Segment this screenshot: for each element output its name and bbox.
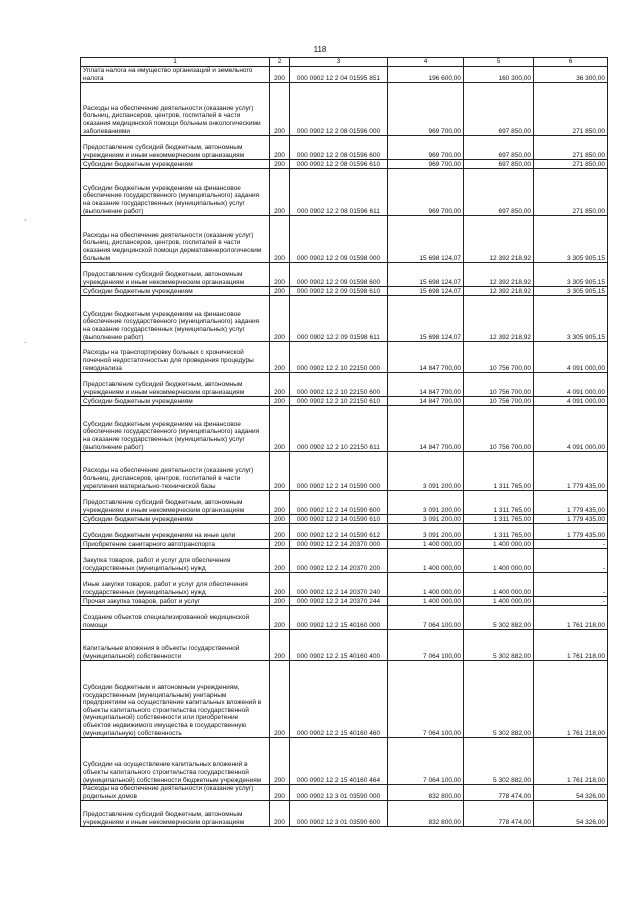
row-name: Субсидии бюджетным учреждениям <box>81 397 270 406</box>
row-executed-amount: 12 392 218,92 <box>464 287 534 296</box>
row-name: Расходы на обеспечение деятельности (оказание услуг) больниц, диспансеров, центров, госпиталей в части оказания медицинской помощи дерматовенерологическим больным <box>81 216 270 263</box>
row-admin-code: 200 <box>270 452 290 491</box>
row-executed-amount: 5 302 882,00 <box>464 738 534 785</box>
row-executed-amount: 160 300,00 <box>464 67 534 83</box>
row-executed-amount: 10 756 700,00 <box>464 373 534 397</box>
row-classification-code: 000 0902 12 2 08 01596 611 <box>290 169 388 216</box>
row-approved-amount: 3 091 200,00 <box>388 515 464 524</box>
margin-mark: , <box>24 213 27 222</box>
row-admin-code: 200 <box>270 342 290 373</box>
table-row <box>81 342 608 373</box>
row-approved-amount: 7 064 100,00 <box>388 738 464 785</box>
table-row <box>81 785 608 801</box>
row-approved-amount: 1 400 000,00 <box>388 549 464 573</box>
row-executed-amount: 5 302 882,00 <box>464 630 534 661</box>
row-executed-amount: 1 400 000,00 <box>464 540 534 549</box>
row-unexecuted-amount: 271 850,00 <box>534 169 608 216</box>
row-classification-code: 000 0902 12 2 10 22150 000 <box>290 342 388 373</box>
row-unexecuted-amount: 36 300,00 <box>534 67 608 83</box>
row-executed-amount: 778 474,00 <box>464 785 534 801</box>
row-approved-amount: 15 698 124,07 <box>388 216 464 263</box>
row-approved-amount: 832 800,00 <box>388 785 464 801</box>
table-body <box>81 67 608 827</box>
row-executed-amount: 10 756 700,00 <box>464 342 534 373</box>
row-unexecuted-amount: 271 850,00 <box>534 83 608 136</box>
row-admin-code: 200 <box>270 491 290 515</box>
column-header: 5 <box>464 58 534 67</box>
row-admin-code: 200 <box>270 67 290 83</box>
row-approved-amount: 969 700,00 <box>388 136 464 160</box>
row-admin-code: 200 <box>270 801 290 827</box>
row-approved-amount: 832 800,00 <box>388 801 464 827</box>
row-admin-code: 200 <box>270 136 290 160</box>
table-row <box>81 630 608 661</box>
row-executed-amount: 1 311 765,00 <box>464 491 534 515</box>
row-admin-code: 200 <box>270 216 290 263</box>
row-admin-code: 200 <box>270 573 290 597</box>
row-admin-code: 200 <box>270 630 290 661</box>
row-name: Создание объектов специализированной медицинской помощи <box>81 606 270 630</box>
row-executed-amount: 1 400 000,00 <box>464 549 534 573</box>
row-admin-code: 200 <box>270 160 290 169</box>
row-executed-amount: 1 311 765,00 <box>464 452 534 491</box>
row-name: Субсидии бюджетным и автономным учреждениям, государственным (муниципальным) унитарным предприятиям на осуществление капитальных вложений в объекты капитального строительства государственной (муниципальной) собственности или приобретение объектов недвижимого имущества в государственную (муниципальную) собственность <box>81 661 270 738</box>
row-classification-code: 000 0902 12 2 14 20370 244 <box>290 597 388 606</box>
row-executed-amount: 10 756 700,00 <box>464 397 534 406</box>
row-approved-amount: 7 064 100,00 <box>388 661 464 738</box>
row-executed-amount: 1 311 765,00 <box>464 524 534 540</box>
row-classification-code: 000 0902 12 2 10 22150 600 <box>290 373 388 397</box>
row-unexecuted-amount: 54 326,00 <box>534 785 608 801</box>
row-classification-code: 000 0902 12 2 15 40160 400 <box>290 630 388 661</box>
row-executed-amount: 697 850,00 <box>464 83 534 136</box>
row-unexecuted-amount: 1 761 218,00 <box>534 606 608 630</box>
row-approved-amount: 15 698 124,07 <box>388 287 464 296</box>
table-row <box>81 597 608 606</box>
row-unexecuted-amount: 1 761 218,00 <box>534 630 608 661</box>
row-classification-code: 000 0902 12 3 01 03590 600 <box>290 801 388 827</box>
row-classification-code: 000 0902 12 2 09 01598 600 <box>290 263 388 287</box>
row-admin-code: 200 <box>270 169 290 216</box>
table-row <box>81 83 608 136</box>
row-classification-code: 000 0902 12 2 15 40160 464 <box>290 738 388 785</box>
row-classification-code: 000 0902 12 2 10 22150 610 <box>290 397 388 406</box>
row-executed-amount: 1 311 765,00 <box>464 515 534 524</box>
row-unexecuted-amount: 271 850,00 <box>534 160 608 169</box>
row-executed-amount: 5 302 882,00 <box>464 606 534 630</box>
row-executed-amount: 10 756 700,00 <box>464 406 534 452</box>
row-executed-amount: 12 392 218,92 <box>464 216 534 263</box>
row-approved-amount: 7 064 100,00 <box>388 630 464 661</box>
row-admin-code: 200 <box>270 597 290 606</box>
page-number: 118 <box>313 45 327 54</box>
row-approved-amount: 1 400 000,00 <box>388 540 464 549</box>
row-unexecuted-amount: 3 305 905,15 <box>534 263 608 287</box>
row-name: Расходы на обеспечение деятельности (оказание услуг) больниц, диспансеров, центров, госпиталей в части укрепления материально-технической базы <box>81 452 270 491</box>
row-name: Предоставление субсидий бюджетным, автономным учреждениям и иным некоммерческим организациям <box>81 801 270 827</box>
column-header: 2 <box>270 58 290 67</box>
row-executed-amount: 778 474,00 <box>464 801 534 827</box>
row-approved-amount: 969 700,00 <box>388 169 464 216</box>
row-name: Предоставление субсидий бюджетным, автономным учреждениям и иным некоммерческим организациям <box>81 373 270 397</box>
row-name: Субсидии бюджетным учреждениям <box>81 515 270 524</box>
row-name: Субсидии на осуществление капитальных вложений в объекты капитального строительства государственной (муниципальной) собственности бюджетным учреждениям <box>81 738 270 785</box>
row-admin-code: 200 <box>270 263 290 287</box>
table-row <box>81 738 608 785</box>
row-name: Расходы на обеспечение деятельности (оказание услуг) родильных домов <box>81 785 270 801</box>
row-name: Предоставление субсидий бюджетным, автономным учреждениям и иным некоммерческим организациям <box>81 491 270 515</box>
row-classification-code: 000 0902 12 2 08 01596 600 <box>290 136 388 160</box>
row-unexecuted-amount: - <box>534 573 608 597</box>
row-name: Субсидии бюджетным учреждениям <box>81 287 270 296</box>
row-classification-code: 000 0902 12 2 08 01596 610 <box>290 160 388 169</box>
row-approved-amount: 15 698 124,07 <box>388 263 464 287</box>
row-unexecuted-amount: 4 091 000,00 <box>534 406 608 452</box>
row-approved-amount: 7 064 100,00 <box>388 606 464 630</box>
row-name: Субсидии бюджетным учреждениям на финансовое обеспечение государственного (муниципального) задания на оказание государственных (муниципальных) услуг (выполнение работ) <box>81 296 270 342</box>
margin-mark: . <box>24 336 27 345</box>
row-classification-code: 000 0902 12 2 08 01596 000 <box>290 83 388 136</box>
row-admin-code: 200 <box>270 606 290 630</box>
column-header: 1 <box>81 58 270 67</box>
table-row <box>81 801 608 827</box>
row-classification-code: 000 0902 12 2 14 01590 000 <box>290 452 388 491</box>
row-unexecuted-amount: - <box>534 597 608 606</box>
table-row <box>81 452 608 491</box>
row-unexecuted-amount: 1 779 435,00 <box>534 452 608 491</box>
row-unexecuted-amount: 1 761 218,00 <box>534 661 608 738</box>
row-name: Субсидии бюджетным учреждениям на финансовое обеспечение государственного (муниципального) задания на оказание государственных (муниципальных) услуг (выполнение работ) <box>81 169 270 216</box>
row-approved-amount: 15 698 124,07 <box>388 296 464 342</box>
table-row <box>81 169 608 216</box>
row-executed-amount: 697 850,00 <box>464 160 534 169</box>
row-admin-code: 200 <box>270 406 290 452</box>
row-admin-code: 200 <box>270 373 290 397</box>
column-header: 6 <box>534 58 608 67</box>
row-executed-amount: 12 392 218,92 <box>464 263 534 287</box>
row-admin-code: 200 <box>270 549 290 573</box>
table-row <box>81 287 608 296</box>
row-unexecuted-amount: 3 305 905,15 <box>534 216 608 263</box>
row-name: Прочая закупка товаров, работ и услуг <box>81 597 270 606</box>
table-row <box>81 136 608 160</box>
table-row <box>81 373 608 397</box>
row-admin-code: 200 <box>270 738 290 785</box>
table-row <box>81 67 608 83</box>
row-classification-code: 000 0902 12 2 14 01590 610 <box>290 515 388 524</box>
table-row <box>81 296 608 342</box>
row-unexecuted-amount: 1 779 435,00 <box>534 524 608 540</box>
row-classification-code: 000 0902 12 3 01 03590 000 <box>290 785 388 801</box>
row-executed-amount: 12 392 218,92 <box>464 296 534 342</box>
row-unexecuted-amount: - <box>534 549 608 573</box>
row-executed-amount: 1 400 000,00 <box>464 597 534 606</box>
row-unexecuted-amount: - <box>534 540 608 549</box>
table-row <box>81 515 608 524</box>
row-admin-code: 200 <box>270 540 290 549</box>
table-row <box>81 216 608 263</box>
row-admin-code: 200 <box>270 83 290 136</box>
row-approved-amount: 3 091 200,00 <box>388 491 464 515</box>
row-admin-code: 200 <box>270 785 290 801</box>
table-row <box>81 160 608 169</box>
row-approved-amount: 1 400 000,00 <box>388 573 464 597</box>
row-classification-code: 000 0902 12 2 09 01598 611 <box>290 296 388 342</box>
row-classification-code: 000 0902 12 2 09 01598 610 <box>290 287 388 296</box>
table-row <box>81 524 608 540</box>
row-unexecuted-amount: 1 779 435,00 <box>534 515 608 524</box>
table-row <box>81 606 608 630</box>
row-classification-code: 000 0902 12 2 04 01595 851 <box>290 67 388 83</box>
row-name: Капитальные вложения в объекты государственной (муниципальной) собственности <box>81 630 270 661</box>
table-row <box>81 406 608 452</box>
row-classification-code: 000 0902 12 2 14 01590 612 <box>290 524 388 540</box>
row-admin-code: 200 <box>270 397 290 406</box>
row-admin-code: 200 <box>270 661 290 738</box>
row-approved-amount: 3 091 200,00 <box>388 524 464 540</box>
column-header: 3 <box>290 58 388 67</box>
row-unexecuted-amount: 54 326,00 <box>534 801 608 827</box>
row-approved-amount: 14 847 700,00 <box>388 373 464 397</box>
column-header: 4 <box>388 58 464 67</box>
row-name: Субсидии бюджетным учреждениям <box>81 160 270 169</box>
budget-table <box>80 57 608 827</box>
row-approved-amount: 14 847 700,00 <box>388 406 464 452</box>
row-name: Субсидии бюджетным учреждениям на финансовое обеспечение государственного (муниципального) задания на оказание государственных (муниципальных) услуг (выполнение работ) <box>81 406 270 452</box>
row-name: Предоставление субсидий бюджетным, автономным учреждениям и иным некоммерческим организациям <box>81 136 270 160</box>
row-name: Предоставление субсидий бюджетным, автономным учреждениям и иным некоммерческим организациям <box>81 263 270 287</box>
table-row <box>81 491 608 515</box>
row-classification-code: 000 0902 12 2 14 20370 240 <box>290 573 388 597</box>
row-admin-code: 200 <box>270 524 290 540</box>
row-classification-code: 000 0902 12 2 14 01590 600 <box>290 491 388 515</box>
table-row <box>81 549 608 573</box>
row-unexecuted-amount: 271 850,00 <box>534 136 608 160</box>
row-admin-code: 200 <box>270 287 290 296</box>
row-admin-code: 200 <box>270 296 290 342</box>
row-classification-code: 000 0902 12 2 09 01598 000 <box>290 216 388 263</box>
table-row <box>81 540 608 549</box>
row-unexecuted-amount: 1 761 218,00 <box>534 738 608 785</box>
row-approved-amount: 196 600,00 <box>388 67 464 83</box>
row-classification-code: 000 0902 12 2 15 40160 460 <box>290 661 388 738</box>
row-name: Уплата налога на имущество организаций и земельного налога <box>81 67 270 83</box>
row-executed-amount: 1 400 000,00 <box>464 573 534 597</box>
row-admin-code: 200 <box>270 515 290 524</box>
row-unexecuted-amount: 4 091 000,00 <box>534 342 608 373</box>
row-executed-amount: 697 850,00 <box>464 136 534 160</box>
row-classification-code: 000 0902 12 2 14 20370 000 <box>290 540 388 549</box>
table-row <box>81 263 608 287</box>
row-name: Субсидии бюджетным учреждениям на иные цели <box>81 524 270 540</box>
row-approved-amount: 3 091 200,00 <box>388 452 464 491</box>
header-row <box>81 58 608 67</box>
row-approved-amount: 969 700,00 <box>388 83 464 136</box>
row-unexecuted-amount: 1 779 435,00 <box>534 491 608 515</box>
row-approved-amount: 1 400 000,00 <box>388 597 464 606</box>
row-name: Расходы на транспортировку больных с хронической почечной недостаточностью для проведения процедуры гемодиализа <box>81 342 270 373</box>
row-unexecuted-amount: 3 305 905,15 <box>534 287 608 296</box>
row-classification-code: 000 0902 12 2 15 40160 000 <box>290 606 388 630</box>
row-approved-amount: 969 700,00 <box>388 160 464 169</box>
row-name: Приобретение санитарного автотранспорта <box>81 540 270 549</box>
row-name: Закупка товаров, работ и услуг для обеспечения государственных (муниципальных) нужд <box>81 549 270 573</box>
row-approved-amount: 14 847 700,00 <box>388 342 464 373</box>
table-row <box>81 661 608 738</box>
row-unexecuted-amount: 4 091 000,00 <box>534 373 608 397</box>
row-classification-code: 000 0902 12 2 14 20370 200 <box>290 549 388 573</box>
table-row <box>81 573 608 597</box>
row-approved-amount: 14 847 700,00 <box>388 397 464 406</box>
row-name: Иные закупки товаров, работ и услуг для обеспечения государственных (муниципальных) нужд <box>81 573 270 597</box>
row-name: Расходы на обеспечение деятельности (оказание услуг) больниц, диспансеров, центров, госпиталей в части оказания медицинской помощи больным онкологическими заболеваниями <box>81 83 270 136</box>
row-unexecuted-amount: 4 091 000,00 <box>534 397 608 406</box>
table-row <box>81 397 608 406</box>
row-unexecuted-amount: 3 305 905,15 <box>534 296 608 342</box>
row-executed-amount: 5 302 882,00 <box>464 661 534 738</box>
row-classification-code: 000 0902 12 2 10 22150 611 <box>290 406 388 452</box>
row-executed-amount: 697 850,00 <box>464 169 534 216</box>
